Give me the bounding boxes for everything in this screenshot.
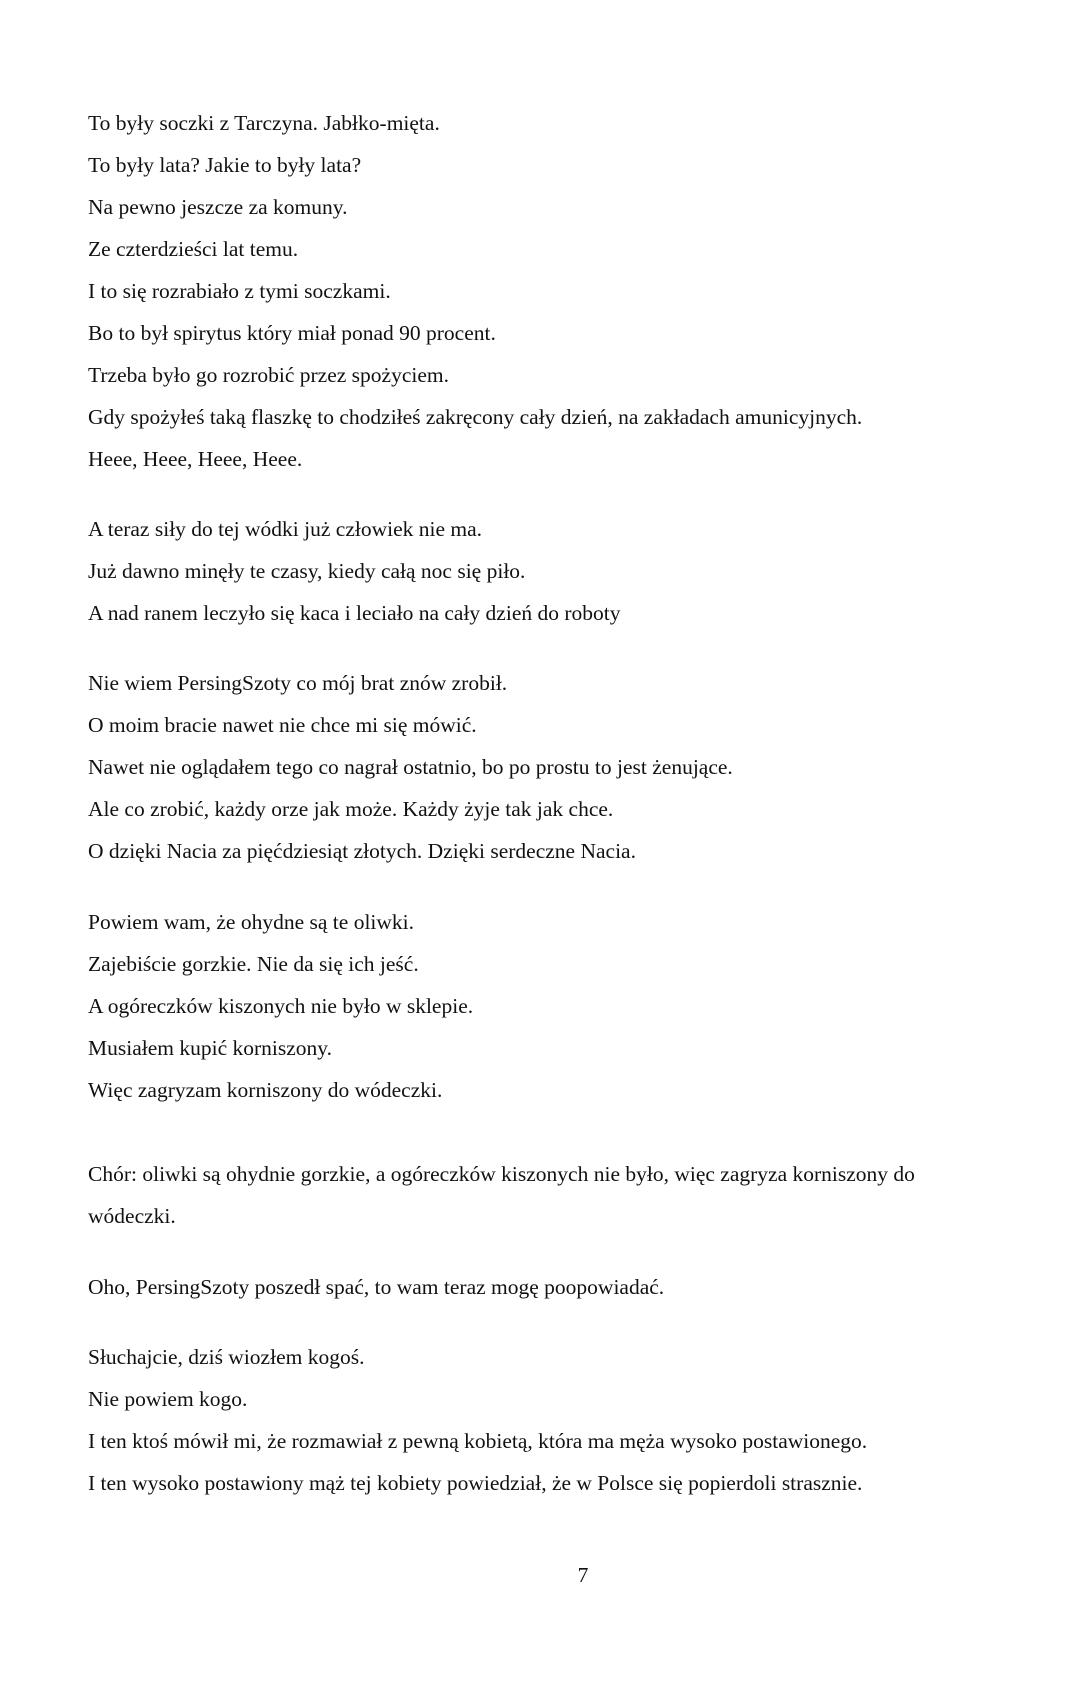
text-line: I ten wysoko postawiony mąż tej kobiety powiedział, że w Polsce się popierdoli strasznie. xyxy=(88,1471,863,1495)
text-line: A nad ranem leczyło się kaca i leciało na cały dzień do roboty xyxy=(88,601,621,625)
text-line: Więc zagryzam korniszony do wódeczki. xyxy=(88,1078,443,1102)
text-line: Musiałem kupić korniszony. xyxy=(88,1036,333,1060)
text-line: To były soczki z Tarczyna. Jabłko-mięta. xyxy=(88,111,440,135)
text-line: Powiem wam, że ohydne są te oliwki. xyxy=(88,910,415,934)
text-line: Nie wiem PersingSzoty co mój brat znów zrobił. xyxy=(88,671,508,695)
chorus-line: wódeczki. xyxy=(88,1204,176,1228)
text-line: Już dawno minęły te czasy, kiedy całą noc się piło. xyxy=(88,559,526,583)
text-line: Słuchajcie, dziś wiozłem kogoś. xyxy=(88,1345,365,1369)
text-line: A ogóreczków kiszonych nie było w sklepie. xyxy=(88,994,474,1018)
text-line: Ale co zrobić, każdy orze jak może. Każdy żyje tak jak chce. xyxy=(88,797,614,821)
text-line: O moim bracie nawet nie chce mi się mówić. xyxy=(88,713,477,737)
text-line: Na pewno jeszcze za komuny. xyxy=(88,195,348,219)
text-line: Gdy spożyłeś taką flaszkę to chodziłeś zakręcony cały dzień, na zakładach amunicyjnych. xyxy=(88,405,863,429)
chorus-line: Chór: oliwki są ohydnie gorzkie, a ogóreczków kiszonych nie było, więc zagryza korniszony do xyxy=(88,1162,915,1186)
text-line: I ten ktoś mówił mi, że rozmawiał z pewną kobietą, która ma męża wysoko postawionego. xyxy=(88,1429,868,1453)
text-line: O dzięki Nacia za pięćdziesiąt złotych. Dzięki serdeczne Nacia. xyxy=(88,839,636,863)
text-line: Oho, PersingSzoty poszedł spać, to wam teraz mogę poopowiadać. xyxy=(88,1275,665,1299)
text-line: Ze czterdzieści lat temu. xyxy=(88,237,299,261)
text-line: Nawet nie oglądałem tego co nagrał ostatnio, bo po prostu to jest żenujące. xyxy=(88,755,733,779)
text-line: Heee, Heee, Heee, Heee. xyxy=(88,447,303,471)
text-line: To były lata? Jakie to były lata? xyxy=(88,153,362,177)
text-line: Bo to był spirytus który miał ponad 90 procent. xyxy=(88,321,496,345)
text-line: Trzeba było go rozrobić przez spożyciem. xyxy=(88,363,449,387)
text-line: Nie powiem kogo. xyxy=(88,1387,248,1411)
text-line: A teraz siły do tej wódki już człowiek nie ma. xyxy=(88,517,483,541)
text-line: I to się rozrabiało z tymi soczkami. xyxy=(88,279,391,303)
page-number: 7 xyxy=(577,1563,589,1587)
text-line: Zajebiście gorzkie. Nie da się ich jeść. xyxy=(88,952,419,976)
